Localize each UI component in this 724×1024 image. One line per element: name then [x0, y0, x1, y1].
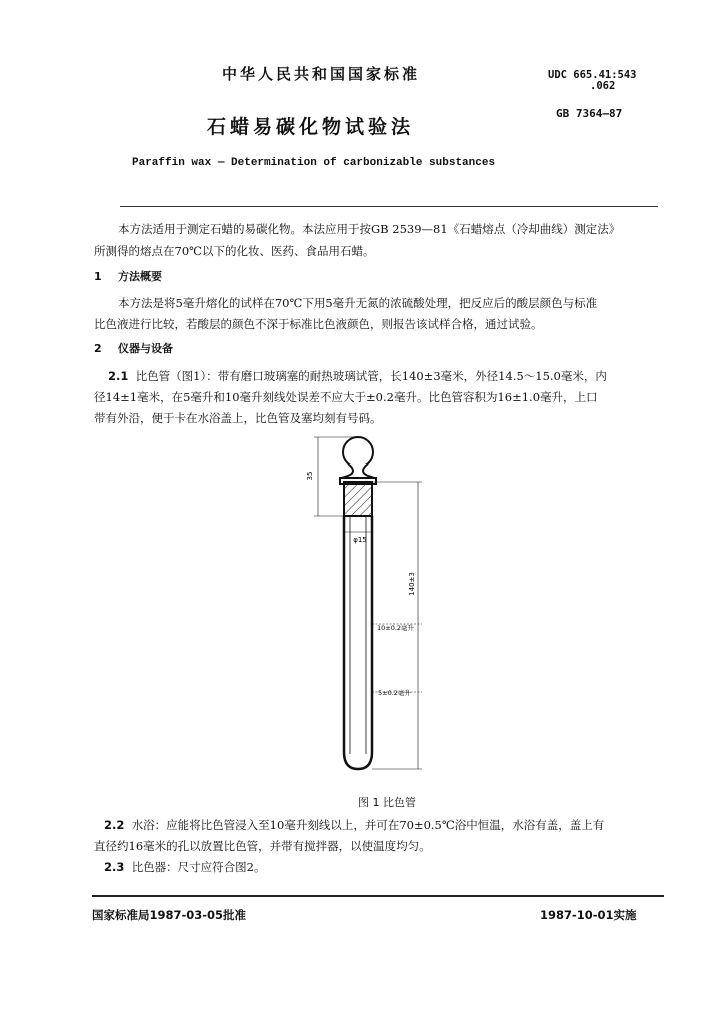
- stopper-knob: [342, 437, 374, 478]
- section-2-2-number: 2.2: [104, 818, 125, 832]
- approval-date: 国家标准局1987-03-05批准: [92, 908, 247, 922]
- dim-140-label: 140±3: [408, 572, 416, 596]
- section-2-3: [104, 856, 266, 878]
- section-2-3-number: 2.3: [104, 860, 125, 874]
- section-2-2-text: 水浴：应能将比色管浸入至10毫升刻线以上，并可在70±0.5℃浴中恒温，水浴有盖，盖上有: [131, 818, 605, 832]
- section-2-title: 仪器与设备: [118, 342, 173, 355]
- section-2-1-line-2: 径14±1毫米，在5毫升和10毫升刻线处误差不应大于±0.2毫升。比色管容积为16±1.0毫升，上口: [94, 390, 598, 404]
- dim-phi15-label: φ15: [353, 536, 367, 544]
- mark-10ml: [372, 623, 422, 632]
- dimension-phi15: [344, 532, 372, 544]
- section-1-line-1: 本方法是将5毫升熔化的试样在70℃下用5毫升无氮的浓硫酸处理，把反应后的酸层颜色与标准: [118, 296, 598, 310]
- intro-line-2: 所测得的熔点在70℃以下的化妆、医药、食品用石蜡。: [94, 244, 375, 258]
- section-1-heading: [94, 268, 162, 284]
- effective-date: 1987-10-01实施: [540, 908, 637, 922]
- section-1-line-2: 比色液进行比较，若酸层的颜色不深于标准比色液颜色，则报告该试样合格，通过试验。: [94, 317, 543, 331]
- section-1-number: 1: [94, 270, 102, 283]
- section-2-3-text: 比色器：尺寸应符合图2。: [131, 860, 266, 874]
- tube-body: [344, 516, 372, 769]
- mark-5ml: [372, 688, 422, 697]
- figure-1-caption: 图 1 比色管: [358, 796, 416, 809]
- section-2-1-number: 2.1: [108, 369, 129, 383]
- section-2-2-line-1: [104, 814, 604, 836]
- section-2-1-line-3: 带有外沿，便于卡在水浴盖上，比色管及塞均刻有号码。: [94, 411, 382, 425]
- ground-glass-stopper: [344, 482, 372, 516]
- section-2-number: 2: [94, 342, 102, 355]
- section-2-heading: [94, 340, 173, 356]
- footer-rule: [92, 895, 664, 897]
- section-2-1-text: 比色管（图1）：带有磨口玻璃塞的耐热玻璃试管，长140±3毫米，外径14.5～15.0毫米，内: [135, 369, 607, 383]
- udc-code: [548, 70, 637, 92]
- issuing-org: 中华人民共和国国家标准: [222, 65, 421, 83]
- section-2-1-line-1: [108, 365, 607, 387]
- mark-10ml-label: 10±0.2毫升: [377, 624, 415, 632]
- title-chinese: 石蜡易碳化物试验法: [207, 116, 415, 138]
- gb-number: GB 7364—87: [556, 107, 623, 120]
- header-rule: [120, 206, 658, 207]
- intro-line-1: 本方法适用于测定石蜡的易碳化物。本法应用于按GB 2539—81《石蜡熔点（冷却曲线）测定法》: [118, 222, 621, 236]
- figure-1-colorimetric-tube: [290, 424, 450, 784]
- dim-35-label: 35: [306, 471, 314, 481]
- section-1-title: 方法概要: [118, 270, 162, 283]
- title-english: Paraffin wax — Determination of carbonizable substances: [132, 157, 496, 169]
- mark-5ml-label: 5±0.2毫升: [378, 689, 411, 697]
- udc-line-2: .062: [590, 80, 616, 92]
- section-2-2-line-2: 直径约16毫米的孔以放置比色管，并带有搅拌器，以使温度均匀。: [94, 839, 431, 853]
- udc-line-1: UDC 665.41:543: [548, 69, 637, 81]
